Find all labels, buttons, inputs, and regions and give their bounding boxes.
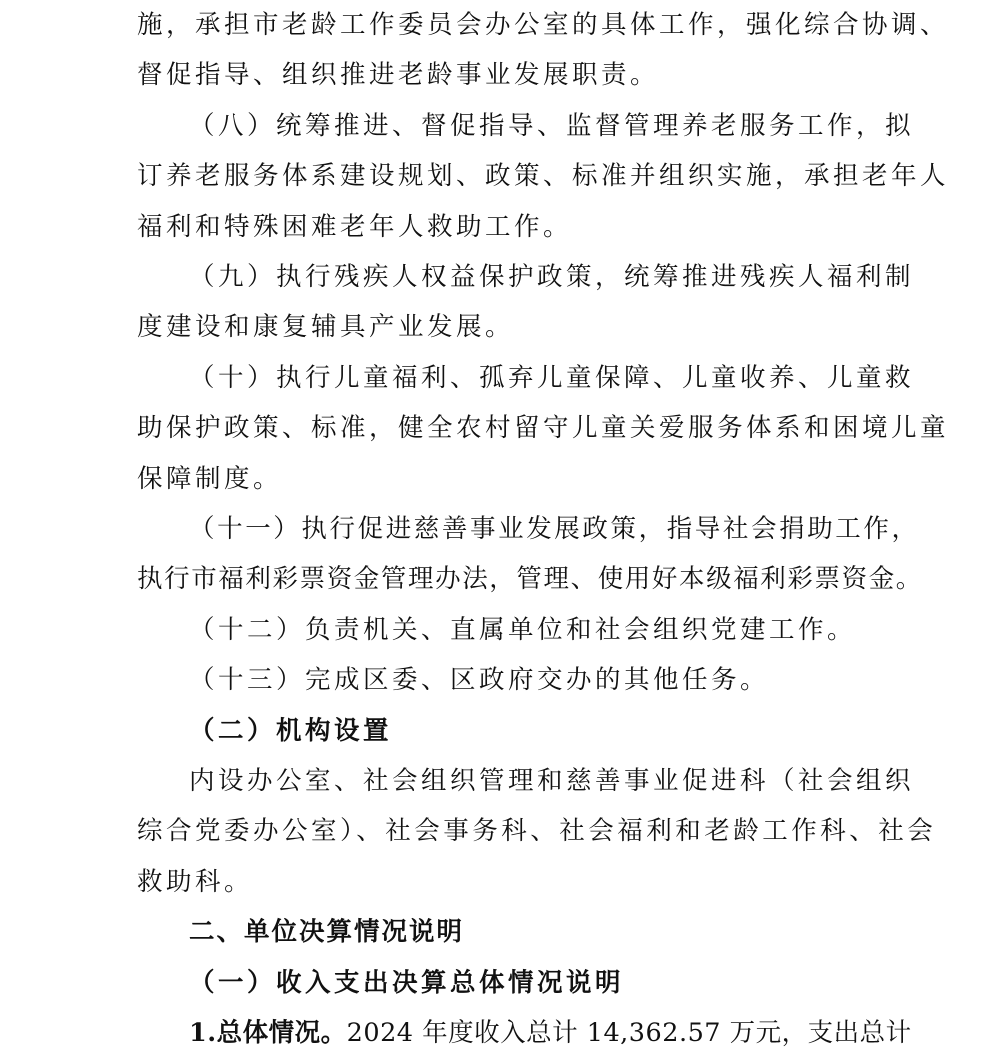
overall-summary-text: 2024 年度收入总计 14,362.57 万元，支出总计	[346, 1018, 912, 1048]
item-eleven-line-1: （十一）执行促进慈善事业发展政策，指导社会捐助工作，	[189, 514, 920, 544]
chapter-heading-final-accounts: 二、单位决算情况说明	[189, 917, 465, 947]
item-eleven-line-2: 执行市福利彩票资金管理办法，管理、使用好本级福利彩票资金。	[137, 564, 923, 594]
item-eight-line-2: 订养老服务体系建设规划、政策、标准并组织实施，承担老年人	[137, 161, 950, 191]
overall-summary-label: 1.总体情况。	[189, 1018, 347, 1048]
item-ten-line-3: 保障制度。	[137, 464, 283, 494]
section-heading-income-expense: （一）收入支出决算总体情况说明	[189, 968, 625, 998]
item-eight-line-1: （八）统筹推进、督促指导、监督管理养老服务工作，拟	[189, 111, 915, 141]
paragraph-line-continued: 施，承担市老龄工作委员会办公室的具体工作，强化综合协调、	[137, 10, 950, 40]
item-thirteen-line: （十三）完成区委、区政府交办的其他任务。	[189, 665, 770, 695]
section-heading-organization: （二）机构设置	[189, 716, 393, 746]
organization-line-3: 救助科。	[137, 867, 254, 897]
item-nine-line-1: （九）执行残疾人权益保护政策，统筹推进残疾人福利制	[189, 262, 915, 292]
organization-line-1: 内设办公室、社会组织管理和慈善事业促进科（社会组织	[189, 766, 915, 796]
item-twelve-line: （十二）负责机关、直属单位和社会组织党建工作。	[189, 615, 857, 645]
organization-line-2: 综合党委办公室）、社会事务科、社会福利和老龄工作科、社会	[137, 816, 937, 846]
item-eight-line-3: 福利和特殊困难老年人救助工作。	[137, 212, 573, 242]
paragraph-line: 督促指导、组织推进老龄事业发展职责。	[137, 60, 660, 90]
item-ten-line-2: 助保护政策、标准，健全农村留守儿童关爱服务体系和困境儿童	[137, 413, 950, 443]
item-ten-line-1: （十）执行儿童福利、孤弃儿童保障、儿童收养、儿童救	[189, 363, 915, 393]
item-nine-line-2: 度建设和康复辅具产业发展。	[137, 312, 515, 342]
overall-summary-line	[189, 1008, 912, 1058]
